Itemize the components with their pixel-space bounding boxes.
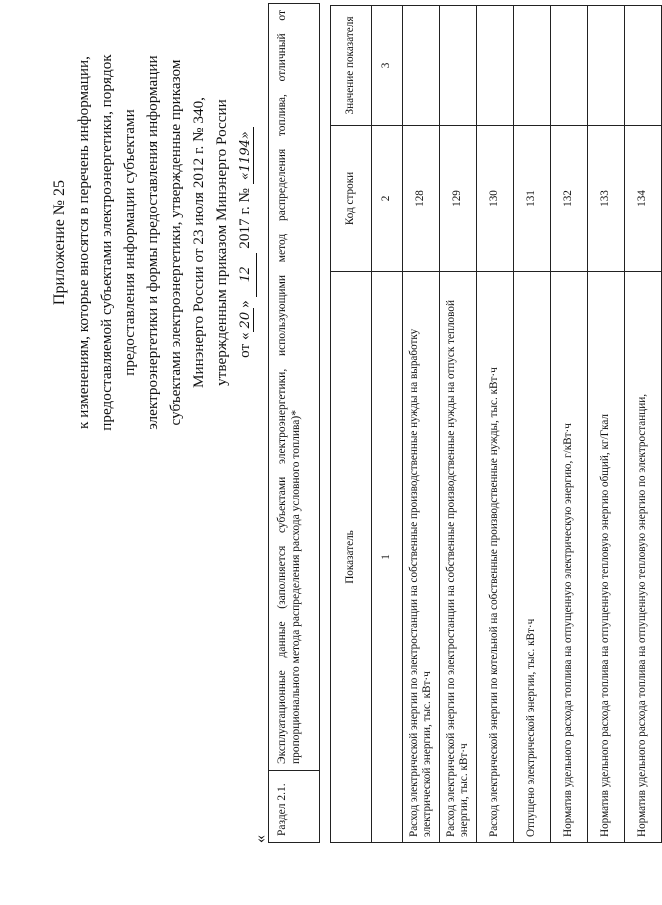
row-code: 131 [514,126,551,272]
date-year: 2017 г. № [236,187,253,249]
date-mid: » [236,300,253,308]
header-row-code: Код строки [331,126,372,272]
row-label: Расход электрической энергии по электростанции на собственные производственные нужды на выработку электрической энергии, тыс. кВт·ч [403,272,440,843]
header-line-5: субъектами электроэнергетики, утвержденные приказом [167,59,184,426]
date-prefix: от « [236,332,253,358]
section-number: Раздел 2.1. [269,770,319,842]
header-line-4: электроэнергетики и формы предоставления информации [144,55,161,430]
header-value: Значение показателя [331,6,372,126]
appendix-header [48,20,257,465]
row-label: Норматив удельного расхода топлива на отпущенную тепловую энергию общий, кг/Гкал [588,272,625,843]
table-header-row [331,6,372,843]
section-description: Эксплуатационные данные (заполняется субъектами электроэнергетики, использующими метод распределения топлива, отличный от пропорционального метода распределения расхода условного топлива)* [276,10,302,764]
row-code: 128 [403,126,440,272]
column-index-2: 2 [372,126,403,272]
header-line-2: предоставляемой субъектами электроэнергетики, порядок [98,54,115,431]
row-code: 132 [551,126,588,272]
row-value-cell [551,6,588,126]
column-index-row [372,6,403,843]
header-indicator: Показатель [331,272,372,843]
column-index-1: 1 [372,272,403,843]
row-value-cell [403,6,440,126]
date-month-handwritten: 12 [233,253,257,297]
row-code: 133 [588,126,625,272]
row-value-cell [514,6,551,126]
row-label: Норматив удельного расхода топлива на отпущенную электрическую энергию, г/кВт·ч [551,272,588,843]
table-row [403,6,440,843]
row-label: Норматив удельного расхода топлива на отпущенную тепловую энергию по электростанции, [625,272,662,843]
row-code: 130 [477,126,514,272]
indicators-table [330,5,662,843]
opening-quote-mark: « [252,835,269,843]
appendix-title: Приложение № 25 [51,179,68,306]
section-heading-box [268,3,320,843]
row-label: Отпущено электрической энергии, тыс. кВт·ч [514,272,551,843]
row-code: 134 [625,126,662,272]
order-date-line [233,20,257,465]
table-row [514,6,551,843]
table-row [477,6,514,843]
header-line-6: Минэнерго России от 23 июля 2012 г. № 340, [190,97,207,388]
order-number-handwritten: «1194» [238,127,254,184]
header-line-1: к изменениям, которые вносятся в перечень информации, [75,56,92,429]
row-code: 129 [440,126,477,272]
header-line-3: предоставления информации субъектами [121,109,138,376]
row-value-cell [625,6,662,126]
column-index-3: 3 [372,6,403,126]
row-label: Расход электрической энергии по котельной на собственные производственные нужды, тыс. кВт·ч [477,272,514,843]
date-day-handwritten: 20 [238,308,254,333]
row-value-cell [477,6,514,126]
header-line-7: утвержденным приказом Минэнерго России [213,99,230,386]
table-row [440,6,477,843]
row-value-cell [440,6,477,126]
table-row [625,6,662,843]
table-row [588,6,625,843]
table-row [551,6,588,843]
row-label: Расход электрической энергии по электростанции на собственные производственные нужды на отпуск тепловой энергии, тыс. кВт·ч [440,272,477,843]
row-value-cell [588,6,625,126]
